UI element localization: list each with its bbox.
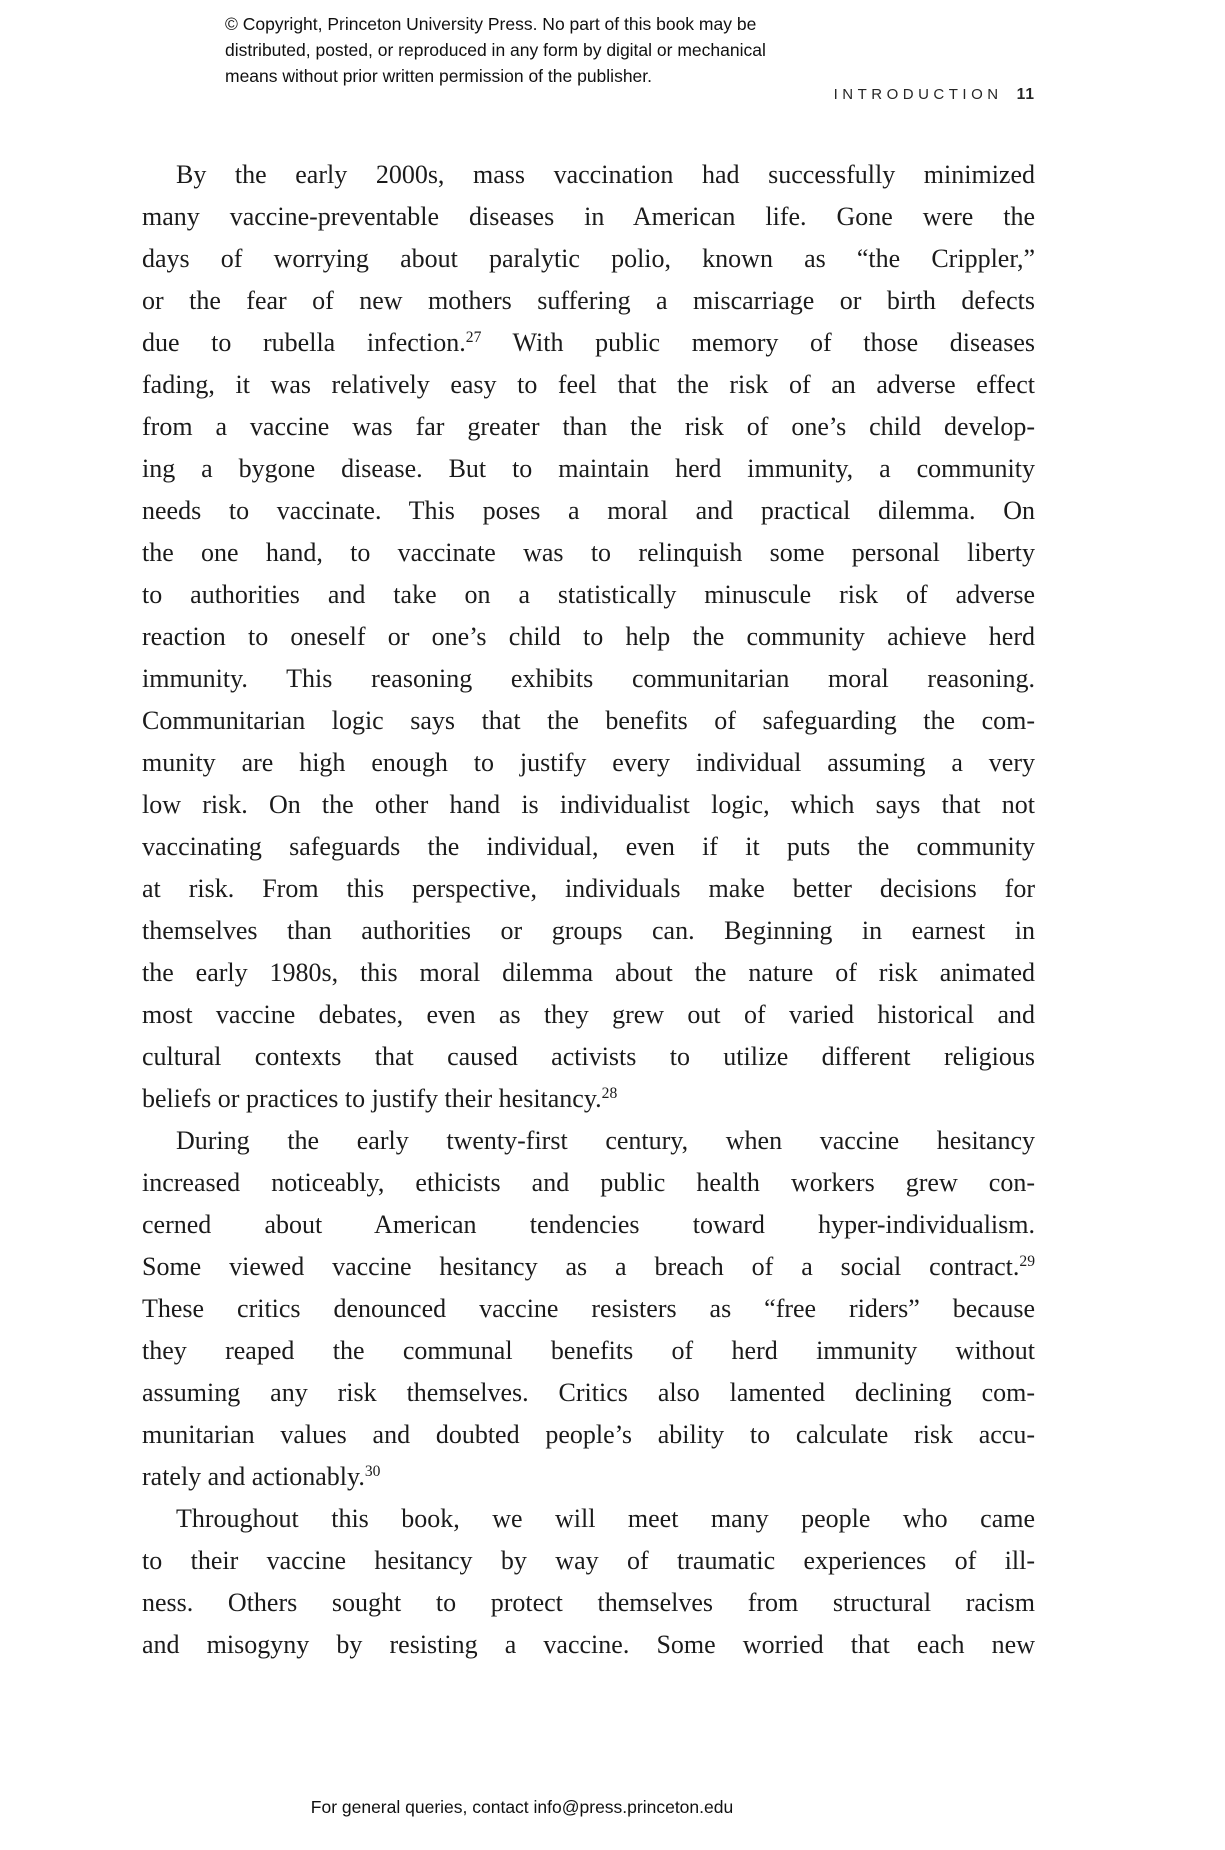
text-line: from a vaccine was far greater than the risk of one’s child develop- (142, 412, 1035, 441)
text-line: ness. Others sought to protect themselves from structural racism (142, 1588, 1035, 1617)
copyright-notice (225, 11, 766, 89)
text-line: rately and actionably.$^{30}$ (142, 1462, 381, 1491)
text-line: immunity. This reasoning exhibits communitarian moral reasoning. (142, 664, 1035, 693)
text-line: By the early 2000s, mass vaccination had successfully minimized (176, 160, 1035, 189)
footnote-ref-30: 30 (364, 1463, 381, 1481)
text-line: increased noticeably, ethicists and public health workers grew con- (142, 1168, 1035, 1197)
text-line: Throughout this book, we will meet many people who came (176, 1504, 1035, 1533)
text-line: ing a bygone disease. But to maintain herd immunity, a community (142, 454, 1035, 483)
text-line: most vaccine debates, even as they grew out of varied historical and (142, 1000, 1035, 1029)
copyright-line: © Copyright, Princeton University Press. No part of this book may be (225, 14, 757, 34)
text-line: fading, it was relatively easy to feel that the risk of an adverse effect (142, 370, 1035, 399)
footer-contact-text: For general queries, contact info@press.princeton.edu (310, 1797, 734, 1817)
text-line: beliefs or practices to justify their hesitancy.$^{28}$ (142, 1084, 618, 1113)
text-line: due to rubella infection.$^{27}$ With public memory of those diseases (142, 328, 1035, 357)
footnote-ref-27: 27 (465, 329, 482, 347)
running-header (142, 86, 1035, 104)
text-line: themselves than authorities or groups can. Beginning in earnest in (142, 916, 1035, 945)
copyright-line: means without prior written permission of the publisher. (225, 66, 653, 86)
paragraph (142, 1120, 1035, 1498)
chapter-title: INTRODUCTION (833, 86, 1003, 103)
text-line: they reaped the communal benefits of herd immunity without (142, 1336, 1035, 1365)
text-line: to their vaccine hesitancy by way of traumatic experiences of ill- (142, 1546, 1035, 1575)
text-line: During the early twenty-first century, when vaccine hesitancy (176, 1126, 1035, 1155)
text-line: days of worrying about paralytic polio, known as “the Crippler,” (142, 244, 1035, 273)
text-line: Some viewed vaccine hesitancy as a breach of a social contract.$^{29}$ (142, 1252, 1035, 1281)
text-line: munity are high enough to justify every individual assuming a very (142, 748, 1035, 777)
text-line: at risk. From this perspective, individuals make better decisions for (142, 874, 1035, 903)
body-text (142, 154, 1035, 1666)
text-line: assuming any risk themselves. Critics also lamented declining com- (142, 1378, 1035, 1407)
page-footer (142, 1797, 902, 1818)
text-line: or the fear of new mothers suffering a miscarriage or birth defects (142, 286, 1035, 315)
text-line: needs to vaccinate. This poses a moral and practical dilemma. On (142, 496, 1035, 525)
copyright-line: distributed, posted, or reproduced in any form by digital or mechanical (225, 40, 766, 60)
text-line: munitarian values and doubted people’s ability to calculate risk accu- (142, 1420, 1035, 1449)
text-line: low risk. On the other hand is individualist logic, which says that not (142, 790, 1035, 819)
text-line: the early 1980s, this moral dilemma about the nature of risk animated (142, 958, 1035, 987)
paragraph (142, 1498, 1035, 1666)
text-line: the one hand, to vaccinate was to relinquish some personal liberty (142, 538, 1035, 567)
footnote-ref-29: 29 (1019, 1253, 1035, 1271)
text-line: cultural contexts that caused activists to utilize different religious (142, 1042, 1035, 1071)
text-line: to authorities and take on a statistically minuscule risk of adverse (142, 580, 1035, 609)
page-number: 11 (1016, 86, 1035, 103)
footnote-ref-28: 28 (601, 1085, 618, 1103)
text-line: and misogyny by resisting a vaccine. Some worried that each new (142, 1630, 1035, 1659)
text-line: vaccinating safeguards the individual, even if it puts the community (142, 832, 1035, 861)
paragraph (142, 154, 1035, 1120)
text-line: cerned about American tendencies toward hyper-individualism. (142, 1210, 1035, 1239)
text-line: These critics denounced vaccine resisters as “free riders” because (142, 1294, 1035, 1323)
text-line: many vaccine-preventable diseases in American life. Gone were the (142, 202, 1035, 231)
text-line: reaction to oneself or one’s child to help the community achieve herd (142, 622, 1035, 651)
text-line: Communitarian logic says that the benefits of safeguarding the com- (142, 706, 1035, 735)
